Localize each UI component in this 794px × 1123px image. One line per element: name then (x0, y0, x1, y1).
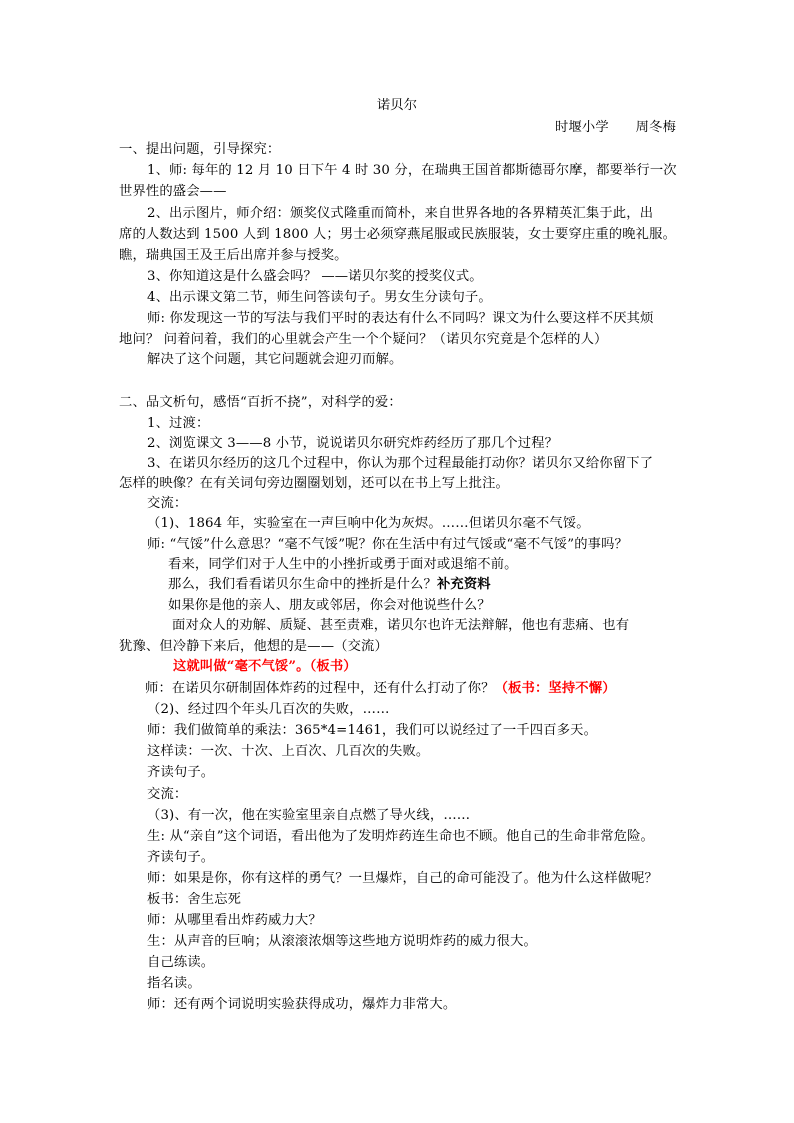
text-line: 面对众人的劝解、质疑、甚至责难，诺贝尔也许无法辩解，他也有悲痛、也有 (172, 618, 630, 633)
text-line: （3)、有一次，他在实验室里亲自点燃了导火线，…… (147, 808, 471, 823)
author-line: 时堰小学 周冬梅 (555, 120, 677, 135)
supplement-note: 补充资料 (436, 577, 491, 592)
text-line: 师: 你发现这一节的写法与我们平时的表达有什么不同吗？课文为什么要这样不厌其烦 (147, 311, 654, 326)
text-line: 瞧，瑞典国王及王后出席并参与授奖。 (119, 248, 348, 263)
text-line: 3、在诺贝尔经历的这几个过程中，你认为那个过程最能打动你？诺贝尔又给你留下了 (147, 456, 654, 471)
page-title: 诺贝尔 (376, 98, 418, 113)
text-line: 生：从声音的巨响；从滚滚浓烟等这些地方说明炸药的威力很大。 (147, 934, 537, 949)
text-line: 板书：舍生忘死 (147, 892, 242, 907)
text-line: 怎样的映像？在有关词句旁边圈圈划划，还可以在书上写上批注。 (119, 476, 509, 491)
text-line: （1)、1864 年，实验室在一声巨响中化为灰烬。……但诺贝尔毫不气馁。 (147, 516, 590, 531)
text-line: 交流： (147, 787, 188, 802)
text-line: 这样读：一次、十次、上百次、几百次的失败。 (147, 744, 430, 759)
section-heading-2: 二、品文析句，感悟“百折不挠”，对科学的爱： (119, 395, 402, 410)
text-line: 席的人数达到 1500 人到 1800 人；男士必须穿燕尾服或民族服装，女士要穿庄重的晚礼服。 (119, 227, 677, 242)
board-note-red: 这就叫做“毫不气馁”。（板书） (173, 659, 357, 674)
section-heading-1: 一、提出问题，引导探究： (119, 142, 281, 157)
text-line (168, 575, 491, 595)
text-line (145, 679, 616, 699)
text-line: 4、出示课文第二节，师生问答读句子。男女生分读句子。 (147, 290, 492, 305)
text-line: 2、浏览课文 3——8 小节，说说诺贝尔研究炸药经历了那几个过程？ (147, 436, 559, 451)
text-line: 交流： (147, 496, 188, 511)
text-line: 自己练读。 (147, 955, 215, 970)
text-line: 解决了这个问题，其它问题就会迎刃而解。 (147, 352, 403, 367)
text-line: 犹豫、但冷静下来后，他想的是——（交流） (119, 639, 388, 654)
text-line: 地问？ 问着问着，我们的心里就会产生一个个疑问？（诺贝尔究竟是个怎样的人） (119, 332, 608, 347)
text-segment: 师：在诺贝尔研制固体炸药的过程中，还有什么打动了你？ (145, 681, 495, 696)
text-line: 看来，同学们对于人生中的小挫折或勇于面对或退缩不前。 (168, 557, 518, 572)
board-note-inline: （板书：坚持不懈） (494, 681, 616, 696)
text-line: 师：如果是你，你有这样的勇气？一旦爆炸，自己的命可能没了。他为什么这样做呢？ (147, 871, 658, 886)
text-line: 1、师: 每年的 12 月 10 日下午 4 时 30 分，在瑞典王国首都斯德哥尔摩，都要举行一次 (147, 163, 677, 178)
text-line: 师：还有两个词说明实验获得成功，爆炸力非常大。 (147, 997, 457, 1012)
text-line: 师：从哪里看出炸药威力大？ (147, 913, 322, 928)
text-line: 如果你是他的亲人、朋友或邻居，你会对他说些什么？ (168, 598, 491, 613)
text-line: （2)、经过四个年头几百次的失败，…… (147, 702, 390, 717)
text-line: 3、你知道这是什么盛会吗？ ——诺贝尔奖的授奖仪式。 (147, 269, 483, 284)
text-line: 世界性的盛会—— (119, 184, 227, 199)
text-line: 1、过渡： (147, 416, 210, 431)
text-line: 生: 从“亲自”这个词语，看出他为了发明炸药连生命也不顾。他自己的生命非常危险。 (147, 829, 654, 844)
text-line: 师：我们做简单的乘法：365*4=1461，我们可以说经过了一千四百多天。 (147, 723, 598, 738)
text-line: 师: “气馁”什么意思？“毫不气馁”呢？你在生活中有过气馁或“毫不气馁”的事吗？ (147, 537, 628, 552)
text-line: 指名读。 (147, 976, 201, 991)
text-segment: 那么，我们看看诺贝尔生命中的挫折是什么？ (168, 577, 437, 592)
text-line: 2、出示图片，师介绍：颁奖仪式隆重而简朴，来自世界各地的各界精英汇集于此，出 (147, 206, 654, 221)
text-line: 齐读句子。 (147, 765, 215, 780)
text-line: 齐读句子。 (147, 850, 215, 865)
